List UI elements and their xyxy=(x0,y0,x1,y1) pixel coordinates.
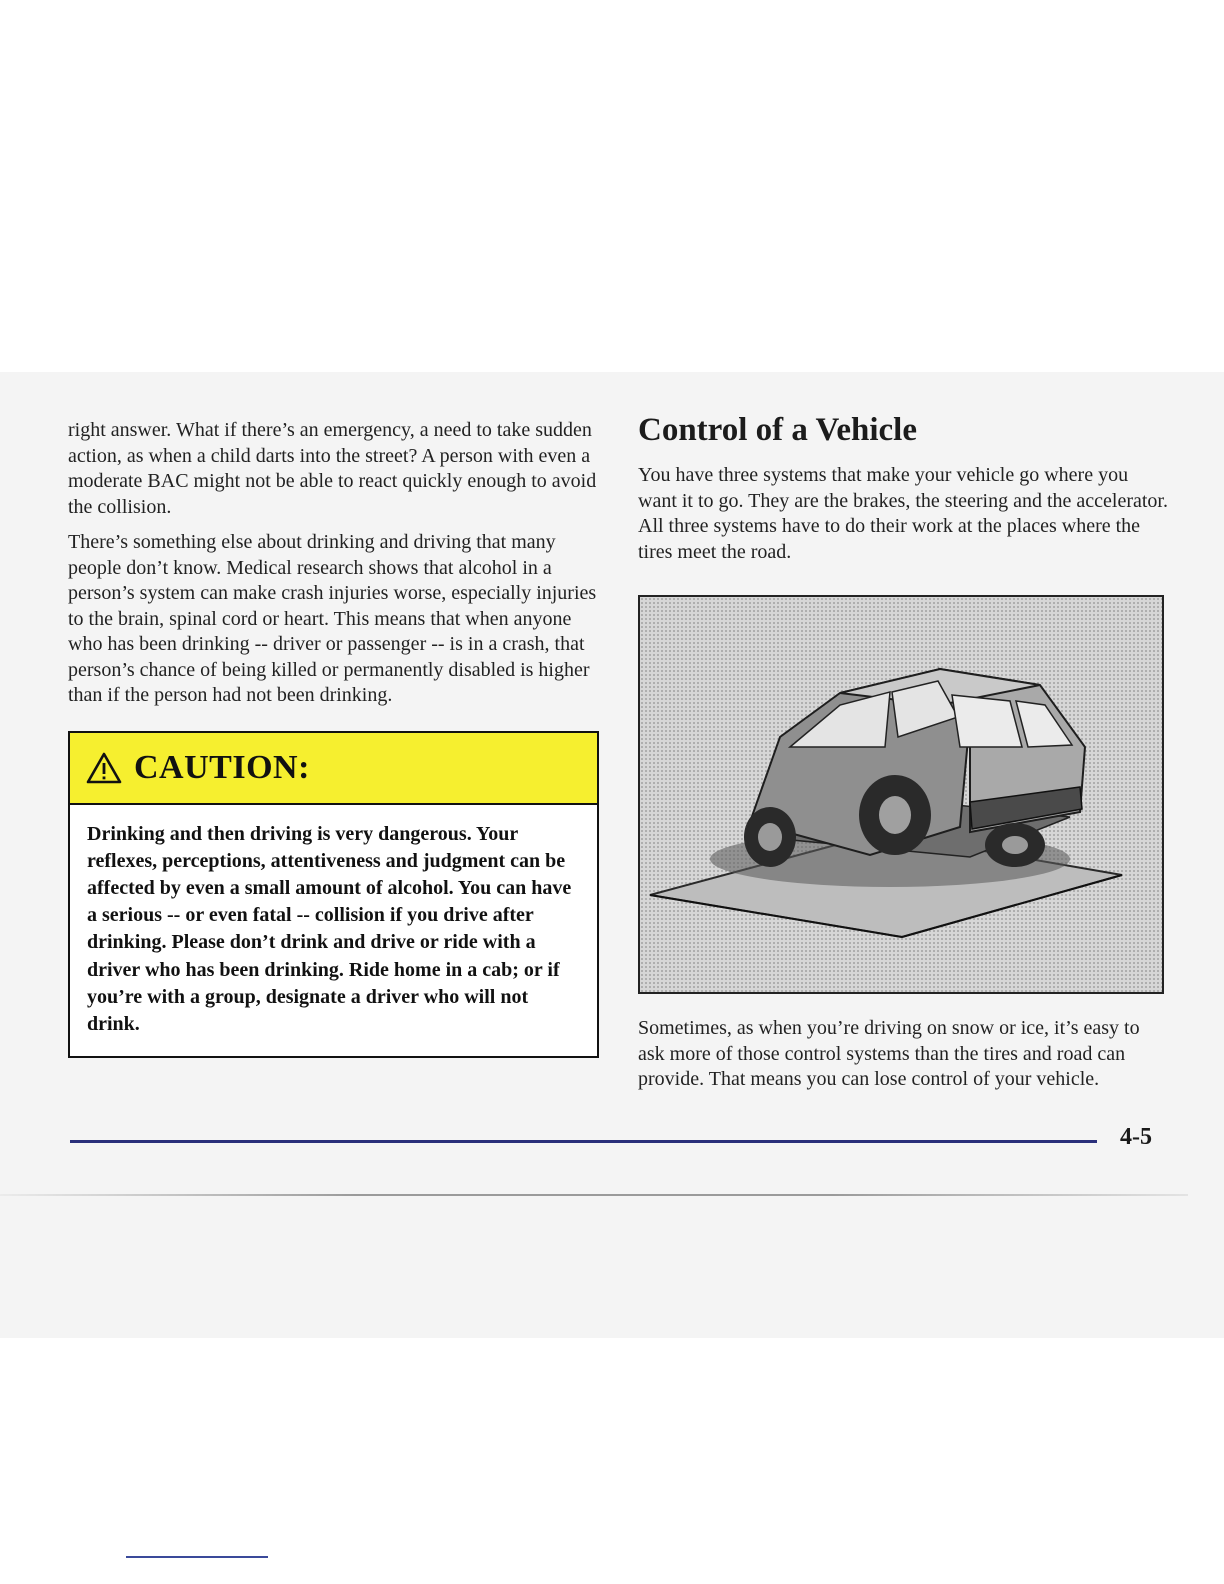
section-title: Control of a Vehicle xyxy=(638,412,917,448)
right-column xyxy=(638,412,1168,1103)
caution-text: Drinking and then driving is very dangerous. Your reflexes, perceptions, attentiveness and judgment can be affected by even a small amount of alcohol. You can have a serious -- or even fatal -- collision if you drive after drinking. Please don’t drink and drive or ride with a driver who has been drinking. Ride home in a cab; or if you’re with a group, designate a driver who will not drink. xyxy=(87,822,572,1035)
caution-header xyxy=(70,733,597,805)
page-edge-line xyxy=(0,1194,1188,1196)
manual-page xyxy=(0,372,1224,1338)
caution-title: CAUTION: xyxy=(134,748,310,786)
caution-box xyxy=(68,731,599,1059)
paragraph-three-systems: You have three systems that make your vehicle go where you want it to go. They are the brakes, the steering and the accelerator. All three systems have to do their work at the places where the tires meet the road. xyxy=(638,464,1168,563)
paragraph-medical-research: There’s something else about drinking and driving that many people don’t know. Medical research shows that alcohol in a person’s system can make crash injuries worse, especially injuries to the brain, spinal cord or heart. This means that when anyone who has been drinking -- driver or passenger -- is in a crash, that person’s chance of being killed or permanently disabled is higher than if the person had not been drinking. xyxy=(68,531,597,706)
footer-rule xyxy=(70,1140,1097,1143)
left-column xyxy=(68,418,598,1058)
paragraph-bac: right answer. What if there’s an emergency, a need to take sudden action, as when a child darts into the street? A person with even a moderate BAC might not be able to react quickly enough to avoid the collision. xyxy=(68,419,597,518)
page-number: 4-5 xyxy=(1120,1124,1152,1150)
paragraph-snow-ice: Sometimes, as when you’re driving on snow or ice, it’s easy to ask more of those control systems than the tires and road can provide. That means you can lose control of your vehicle. xyxy=(638,1017,1140,1090)
scan-artifact-line xyxy=(126,1556,268,1558)
warning-triangle-icon xyxy=(86,752,122,784)
van-on-road-illustration xyxy=(638,595,1164,994)
